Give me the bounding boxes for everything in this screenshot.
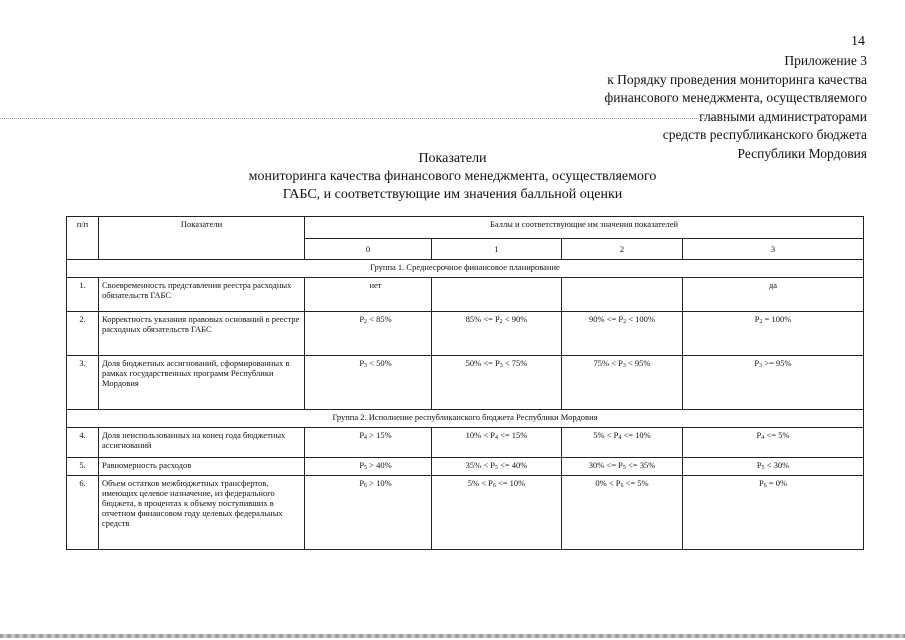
score-value-cell [432,428,562,458]
value-subscript: 3 [622,363,626,369]
value-text: P [756,460,762,470]
document-title [0,150,905,204]
indicator-name: Доля бюджетных ассигнований, сформированных в рамках государственных программ Республики Мордовия [99,356,305,410]
score-value-cell [562,312,683,356]
value-text: P [754,314,760,324]
score-value-cell [305,458,432,476]
value-text: < 75% [502,358,528,368]
score-value-cell [305,356,432,410]
table-row [67,476,864,550]
appendix-line: главными администраторами [699,108,867,124]
group-title: Группа 1. Среднесрочное финансовое планирование [67,260,864,278]
page-number: 14 [851,34,865,49]
score-value-cell [562,428,683,458]
indicator-name: Объем остатков межбюджетных трансфертов, имеющих целевое назначение, из федерального бюджета, в процентах к объему поступивших в отчетном финансовом году целевых федеральных средств [99,476,305,550]
value-text: 75% < P [593,358,623,368]
row-number: 2. [67,312,99,356]
score-value-cell [432,458,562,476]
value-text: < 90% [502,314,528,324]
value-text: <= 5% [764,430,790,440]
value-text: нет [369,280,382,290]
value-text: < 30% [764,460,790,470]
value-text: P [754,358,760,368]
indicators-table [66,216,864,550]
value-subscript: 2 [499,319,503,325]
value-subscript: 5 [761,465,765,471]
title-line: ГАБС, и соответствующие им значения балльной оценки [282,187,623,202]
value-subscript: 6 [492,483,496,489]
appendix-line: финансового менеджмента, осуществляемого [604,90,867,105]
group-title: Группа 2. Исполнение республиканского бюджета Республики Мордовия [67,410,864,428]
score-value-cell [683,476,864,550]
value-text: = 100% [762,314,792,324]
indicator-name: Своевременность представления реестра расходных обязательств ГАБС [99,278,305,312]
appendix-line: Республики Мордовия [737,145,867,161]
value-text: P [359,314,365,324]
table-body [67,260,864,550]
value-text: > 15% [367,430,392,440]
value-text: > 10% [367,478,392,488]
appendix-block [605,52,868,163]
appendix-line: Приложение 3 [784,53,867,68]
header-score-level: 2 [562,239,683,260]
score-value-cell [562,356,683,410]
value-text: < 95% [625,358,651,368]
value-subscript: 2 [623,319,627,325]
score-value-cell [305,476,432,550]
header-score-level: 3 [683,239,864,260]
score-value-cell [562,458,683,476]
value-text: P [359,460,365,470]
group-row [67,410,864,428]
value-subscript: 6 [763,483,767,489]
score-value-cell [432,278,562,312]
appendix-line: средств республиканского бюджета [662,127,867,142]
value-subscript: 5 [364,465,368,471]
header-score-level: 1 [432,239,562,260]
value-text: 90% <= P [588,314,624,324]
value-text: < 50% [367,358,392,368]
value-text: P [359,358,365,368]
score-value-cell [683,458,864,476]
row-number: 6. [67,476,99,550]
table-header-row [67,217,864,239]
score-value-cell [305,312,432,356]
row-number: 3. [67,356,99,410]
score-value-cell [432,476,562,550]
score-value-cell [562,278,683,312]
indicator-name: Равномерность расходов [99,458,305,476]
value-text: да [768,280,778,290]
value-subscript: 4 [618,435,622,441]
score-value-cell [683,278,864,312]
value-subscript: 4 [364,435,368,441]
value-text: 50% <= P [465,358,500,368]
value-text: 35% < P [465,460,495,470]
scan-bottom-strip [0,634,905,638]
row-number: 5. [67,458,99,476]
score-value-cell [562,476,683,550]
table-row [67,278,864,312]
value-subscript: 4 [494,435,498,441]
appendix-line: к Порядку проведения мониторинга качества [607,71,867,87]
header-indicator: Показатели [99,217,305,260]
value-text: < 85% [367,314,392,324]
title-line: Показатели [418,151,487,166]
value-text: > 40% [367,460,392,470]
value-text: P [359,430,365,440]
header-num: п/п [67,217,99,260]
value-text: P [758,478,764,488]
value-text: >= 95% [762,358,792,368]
row-number: 4. [67,428,99,458]
table-row [67,356,864,410]
score-value-cell [305,428,432,458]
value-subscript: 5 [494,465,498,471]
row-number: 1. [67,278,99,312]
value-subscript: 3 [499,363,503,369]
table-row [67,428,864,458]
indicator-name: Корректность указания правовых оснований в реестре расходных обязательств ГАБС [99,312,305,356]
group-row [67,260,864,278]
value-subscript: 3 [759,363,763,369]
table-row [67,312,864,356]
value-subscript: 6 [620,483,624,489]
table-row [67,458,864,476]
header-scores: Баллы и соответствующие им значения показателей [305,217,864,239]
value-subscript: 2 [364,319,368,325]
indicator-name: Доля неиспользованных на конец года бюджетных ассигнований [99,428,305,458]
value-text: <= 10% [495,478,526,488]
value-text: P [359,478,365,488]
value-text: <= 35% [625,460,656,470]
value-subscript: 3 [364,363,368,369]
score-value-cell [683,312,864,356]
value-text: 5% < P [467,478,493,488]
value-subscript: 5 [622,465,626,471]
score-value-cell [683,356,864,410]
value-text: <= 15% [497,430,528,440]
value-text: P [756,430,762,440]
title-line: мониторинга качества финансового менеджмента, осуществляемого [248,169,657,184]
value-text: 5% < P [593,430,619,440]
value-text: <= 40% [497,460,528,470]
value-text: 0% < P [595,478,621,488]
value-text: = 0% [766,478,788,488]
value-text: 10% < P [465,430,495,440]
value-subscript: 2 [759,319,763,325]
value-subscript: 4 [761,435,765,441]
value-text: 85% <= P [465,314,500,324]
value-text: < 100% [626,314,656,324]
score-value-cell [305,278,432,312]
score-value-cell [432,312,562,356]
header-score-level: 0 [305,239,432,260]
value-subscript: 6 [364,483,368,489]
scan-artifact-line [0,118,725,119]
score-value-cell [432,356,562,410]
value-text: <= 10% [621,430,651,440]
value-text: <= 5% [623,478,649,488]
value-text: 30% <= P [588,460,623,470]
score-value-cell [683,428,864,458]
